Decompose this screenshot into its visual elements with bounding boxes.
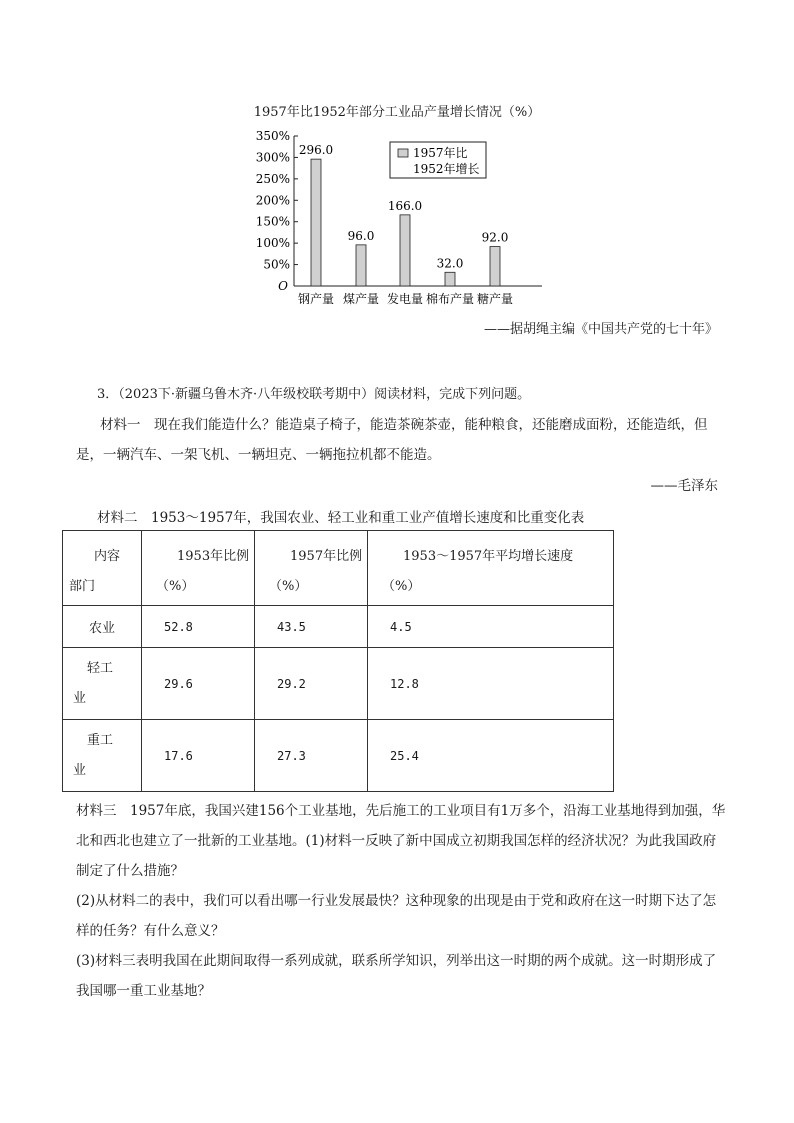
y-tick-label: 250%	[255, 171, 290, 186]
legend-line2: 1952年增长	[413, 162, 480, 176]
y-axis-ticks	[256, 129, 298, 293]
bar	[311, 159, 321, 286]
bar	[400, 215, 410, 286]
x-category-label: 煤产量	[342, 292, 380, 306]
x-category-label: 棉布产量	[425, 292, 475, 306]
dept-cell: 农业	[63, 606, 142, 648]
table-row	[63, 606, 614, 648]
bar	[490, 247, 500, 286]
dept-cell: 轻工 业	[63, 648, 142, 720]
x-category-label: 糖产量	[476, 292, 514, 306]
y-tick-label: 100%	[255, 236, 290, 251]
bar-value-label: 32.0	[436, 256, 464, 271]
legend-line1: 1957年比	[413, 146, 468, 160]
value-cell: 52.8	[142, 606, 255, 648]
value-cell: 12.8	[368, 648, 614, 720]
corner-bottom-label: 部门	[69, 579, 96, 594]
y-tick-label: 50%	[263, 257, 290, 272]
bar-chart	[250, 126, 550, 311]
material-one-author: ——毛泽东	[650, 478, 718, 494]
value-cell: 43.5	[255, 606, 368, 648]
bar	[356, 245, 366, 286]
x-category-label: 发电量	[386, 292, 424, 306]
data-table	[62, 530, 614, 792]
bar-value-label: 96.0	[347, 228, 375, 243]
bar-value-label: 92.0	[481, 230, 509, 245]
chart-title: 1957年比1952年部分工业品产量增长情况（%）	[253, 105, 541, 120]
legend-swatch	[398, 149, 408, 157]
chart-source: ——据胡绳主编《中国共产党的七十年》	[483, 322, 718, 337]
value-cell: 4.5	[368, 606, 614, 648]
y-tick-label: 350%	[255, 129, 290, 143]
value-cell: 29.6	[142, 648, 255, 720]
material-three: 材料三 1957年底，我国兴建156个工业基地，先后施工的工业项目有1万多个，沿海工业基地得到加强，华北和西北也建立了一批新的工业基地。(1)材料一反映了新中国成立初期我国怎样的经济状况？为此我国政府制定了什么措施？	[76, 803, 726, 879]
corner-top-label: 内容	[94, 549, 121, 564]
bar	[445, 272, 455, 286]
material-one: 材料一 现在我们能造什么？能造桌子椅子，能造茶碗茶壶，能种粮食，还能磨成面粉，还能造纸，但是，一辆汽车、一架飞机、一辆坦克、一辆拖拉机都不能造。	[76, 417, 708, 463]
material-three-and-questions	[76, 796, 726, 1006]
table-corner-cell	[63, 531, 142, 606]
y-tick-label: 200%	[255, 193, 290, 208]
question-header: 3．（2023下·新疆乌鲁木齐·八年级校联考期中）阅读材料，完成下列问题。	[97, 387, 531, 402]
question-2: (2)从材料二的表中，我们可以看出哪一行业发展最快？这种现象的出现是由于党和政府在这一时期下达了怎样的任务？有什么意义？	[76, 893, 717, 939]
material-two-title: 材料二 1953～1957年，我国农业、轻工业和重工业产值增长速度和比重变化表	[97, 510, 585, 526]
table-header-cell: 1957年比例 （%）	[255, 531, 368, 606]
table-row	[63, 648, 614, 720]
legend	[390, 142, 486, 178]
x-category-label: 钢产量	[297, 292, 335, 306]
bar-value-label: 296.0	[298, 143, 334, 158]
y-tick-label: O	[278, 279, 288, 293]
table-header-row	[63, 531, 614, 606]
table-header-cell: 1953年比例 （%）	[142, 531, 255, 606]
bar-value-label: 166.0	[387, 198, 423, 213]
question-3: (3)材料三表明我国在此期间取得一系列成就，联系所学知识，列举出这一时期的两个成就。这一时期形成了我国哪一重工业基地？	[76, 953, 717, 999]
y-tick-label: 150%	[255, 214, 290, 229]
dept-cell: 重工 业	[63, 720, 142, 792]
value-cell: 25.4	[368, 720, 614, 792]
table-row	[63, 720, 614, 792]
value-cell: 27.3	[255, 720, 368, 792]
value-cell: 17.6	[142, 720, 255, 792]
value-cell: 29.2	[255, 648, 368, 720]
y-tick-label: 300%	[255, 150, 290, 165]
table-header-cell: 1953～1957年平均增长速度 （%）	[368, 531, 614, 606]
